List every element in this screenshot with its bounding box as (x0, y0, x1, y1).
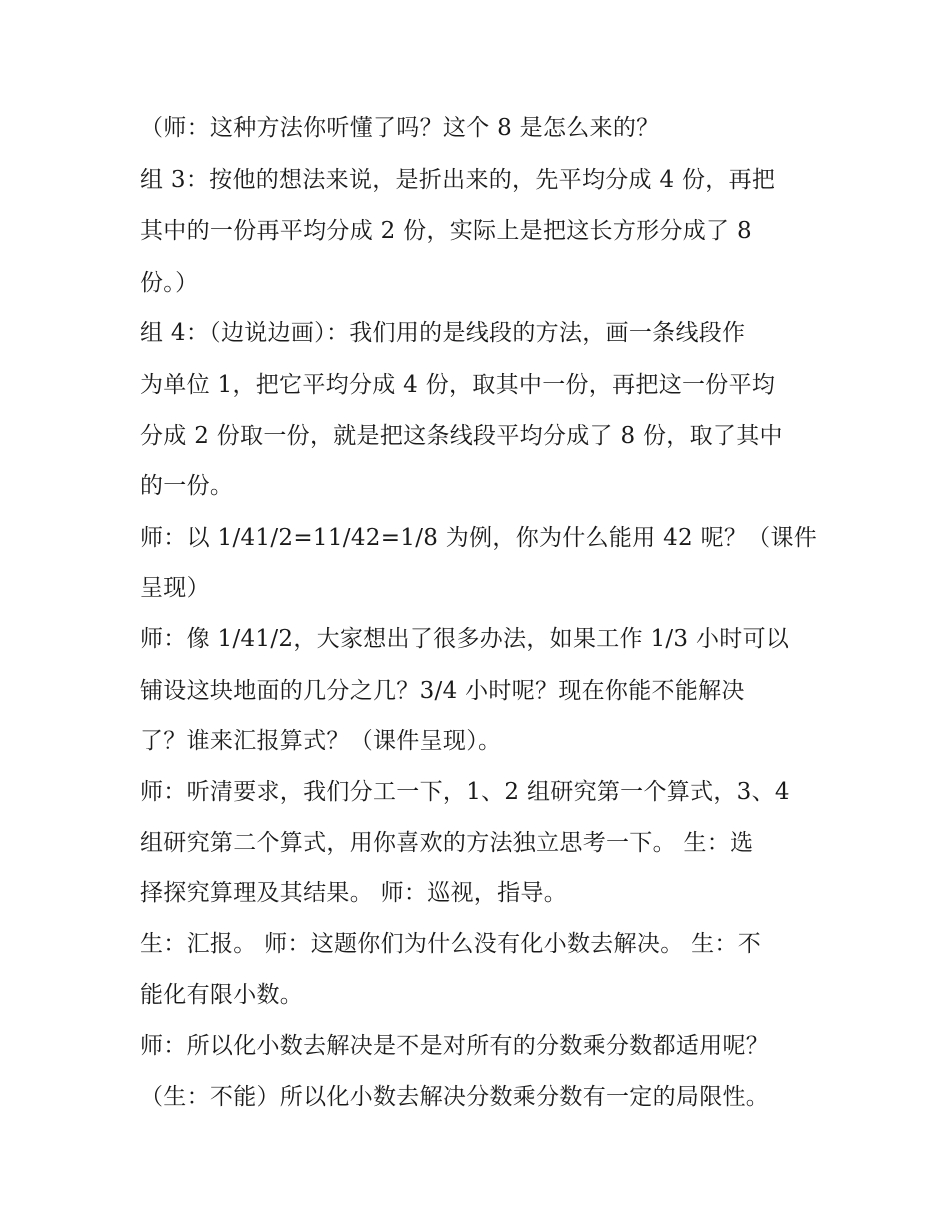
text-line: 铺设这块地面的几分之几？3/4 小时呢？现在你能不能解决 (140, 678, 745, 704)
text-line: 师：以 1/41/2=11/42=1/8 为例，你为什么能用 42 呢？（课件 (140, 525, 818, 551)
text-line: （生：不能）所以化小数去解决分数乘分数有一定的局限性。 (140, 1084, 770, 1110)
text-line: 师：所以化小数去解决是不是对所有的分数乘分数都适用呢？ (140, 1033, 770, 1059)
text-line: 了？谁来汇报算式？（课件呈现）。 (140, 728, 502, 754)
text-line: 能化有限小数。 (140, 982, 304, 1008)
text-line: 为单位 1，把它平均分成 4 份，取其中一份，再把这一份平均 (140, 372, 776, 398)
text-line: 呈现） (140, 575, 210, 601)
text-line: 分成 2 份取一份，就是把这条线段平均分成了 8 份，取了其中 (140, 423, 783, 449)
text-line: 其中的一份再平均分成 2 份，实际上是把这长方形分成了 8 (140, 218, 752, 244)
text-line: 师：像 1/41/2，大家想出了很多办法，如果工作 1/3 小时可以 (140, 626, 790, 652)
text-line: 的一份。 (140, 473, 234, 499)
text-line: （师：这种方法你听懂了吗？这个 8 是怎么来的？ (140, 115, 660, 141)
text-line: 择探究算理及其结果。 师：巡视，指导。 (140, 880, 568, 906)
text-line: 师：听清要求，我们分工一下，1、2 组研究第一个算式，3、4 (140, 779, 790, 805)
text-line: 组 4：（边说边画）：我们用的是线段的方法，画一条线段作 (140, 320, 746, 346)
text-line: 生：汇报。 师：这题你们为什么没有化小数去解决。 生：不 (140, 931, 762, 957)
text-line: 份。） (140, 270, 199, 296)
text-line: 组研究第二个算式，用你喜欢的方法独立思考一下。 生：选 (140, 830, 754, 856)
text-line: 组 3：按他的想法来说，是折出来的，先平均分成 4 份，再把 (140, 167, 776, 193)
